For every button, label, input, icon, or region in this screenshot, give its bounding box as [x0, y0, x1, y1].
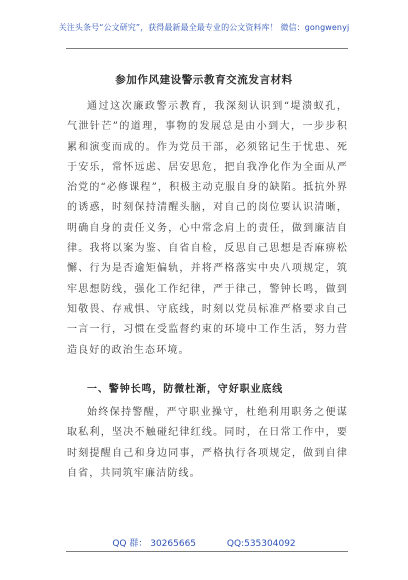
header-divider [66, 48, 348, 49]
footer-qq-number: QQ:535304092 [226, 539, 296, 549]
footer-contacts [0, 536, 408, 549]
footer-qq-group: QQ 群： 30265665 [112, 539, 197, 549]
header-promo-text: 关注头条号“公文研究”，获得最新最全最专业的公文资料库！ 微信：gongwenyj [58, 23, 350, 32]
body-paragraph-2: 始终保持警醒，严守职业操守，杜绝利用职务之便谋取私利，坚决不触碰纪律红线。同时，在日常工作中，要时刻提醒自己和身边同事，严格执行各项规定，做到自律自省，共同筑牢廉洁防线。 [67, 407, 348, 479]
document-title: 参加作风建设警示教育交流发言材料 [115, 74, 293, 86]
section-1-heading: 一、警钟长鸣，防微杜渐，守好职业底线 [87, 384, 284, 395]
body-paragraph-1: 通过这次廉政警示教育，我深刻认识到“堤溃蚁孔，气泄针芒”的道理，事物的发展总是由小到大，一步步积累和演变而成的。作为党员干部，必须铭记生于忧患、死于安乐，常怀远虑、居安思危，把自我净化作为全面从严治党的“必修课程”，积极主动克服自身的缺陷。抵抗外界的诱惑，时刻保持清醒头脑，对自己的岗位要认识清晰，明确自身的责任义务，心中常念肩上的责任，做到廉洁自律。我将以案为鉴、自省自检，反思自己思想是否麻痹松懈、行为是否逾矩偏轨，并将严格落实中央八项规定，筑牢思想防线，强化工作纪律，严于律己，警钟长鸣，做到知敬畏、存戒惧、守底线，时刻以党员标准严格要求自己一言一行，习惯在受监督约束的环境中工作生活，努力营造良好的政治生态环境。 [67, 101, 348, 356]
footer-divider [66, 551, 348, 552]
